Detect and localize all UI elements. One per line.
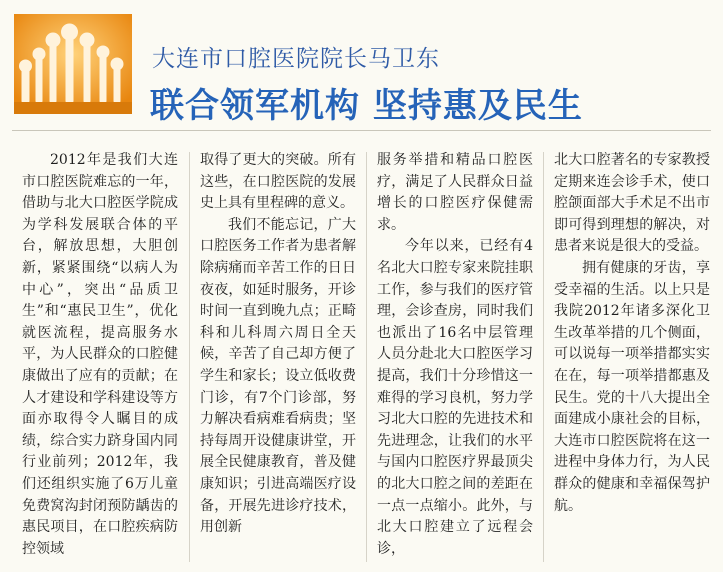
article-body — [22, 150, 712, 570]
paragraph: 我们不能忘记，广大口腔医务工作者为患者解除病痛而辛苦工作的日日夜夜，如延时服务，开诊时间一直到晚九点；正畸科和儿科周六周日全天候，辛苦了自己却方便了学生和家长；设立低收费门诊，有7个门诊部，努力解决看病难看病贵；坚持每周开设健康讲堂，开展全民健康教育，普及健康知识；引进高端医疗设备，开展先进诊疗技术，用创新 — [200, 216, 356, 536]
article-column-1 — [22, 150, 178, 570]
paragraph: 取得了更大的突破。所有这些，在口腔医院的发展史上具有里程碑的意义。 — [200, 152, 356, 212]
article-title: 联合领军机构 坚持惠及民生 — [150, 86, 583, 126]
microphones-icon — [14, 14, 132, 114]
article-subtitle: 大连市口腔医院院长马卫东 — [152, 46, 440, 72]
header-divider — [12, 130, 711, 131]
article-column-3 — [377, 150, 533, 570]
paragraph: 北大口腔著名的专家教授定期来连会诊手术，使口腔颌面部大手术足不出市即可得到理想的解决，对患者来说是很大的受益。 — [554, 152, 710, 255]
paragraph: 拥有健康的牙齿，享受幸福的生活。以上只是我院2012年诸多深化卫生改革举措的几个侧面，可以说每一项举措都实实在在，每一项举措都惠及民生。党的十八大提出全面建成小康社会的目标，大连市口腔医院将在这一进程中身体力行，为人民群众的健康和幸福保驾护航。 — [554, 259, 710, 514]
paragraph: 2012年是我们大连市口腔医院难忘的一年，借助与北大口腔医学院成为学科发展联合体的平台，解放思想，大胆创新，紧紧围绕“以病人为中心”，突出“品质卫生”和“惠民卫生”，优化就医流程，提高服务水平，为人民群众的口腔健康做出了应有的贡献；在人才建设和学科建设等方面亦取得令人瞩目的成绩，综合实力跻身国内同行业前列；2012年，我们还组织实施了6万儿童免费窝沟封闭预防龋齿的惠民项目，在口腔疾病防控领域 — [22, 152, 178, 557]
article-column-4 — [554, 150, 710, 570]
article-column-2 — [200, 150, 356, 570]
paragraph: 服务举措和精品口腔医疗，满足了人民群众日益增长的口腔医疗保健需求。 — [377, 152, 533, 233]
paragraph: 今年以来，已经有4名北大口腔专家来院挂职工作，参与我们的医疗管理，会诊查房，同时我们也派出了16名中层管理人员分赴北大口腔医学习提高，我们十分珍惜这一难得的学习良机，努力学习北大口腔的先进技术和先进理念，让我们的水平与国内口腔医疗界最顶尖的北大口腔之间的差距在一点一点缩小。此外，与北大口腔建立了远程会诊， — [377, 238, 533, 557]
article-header — [0, 0, 723, 130]
